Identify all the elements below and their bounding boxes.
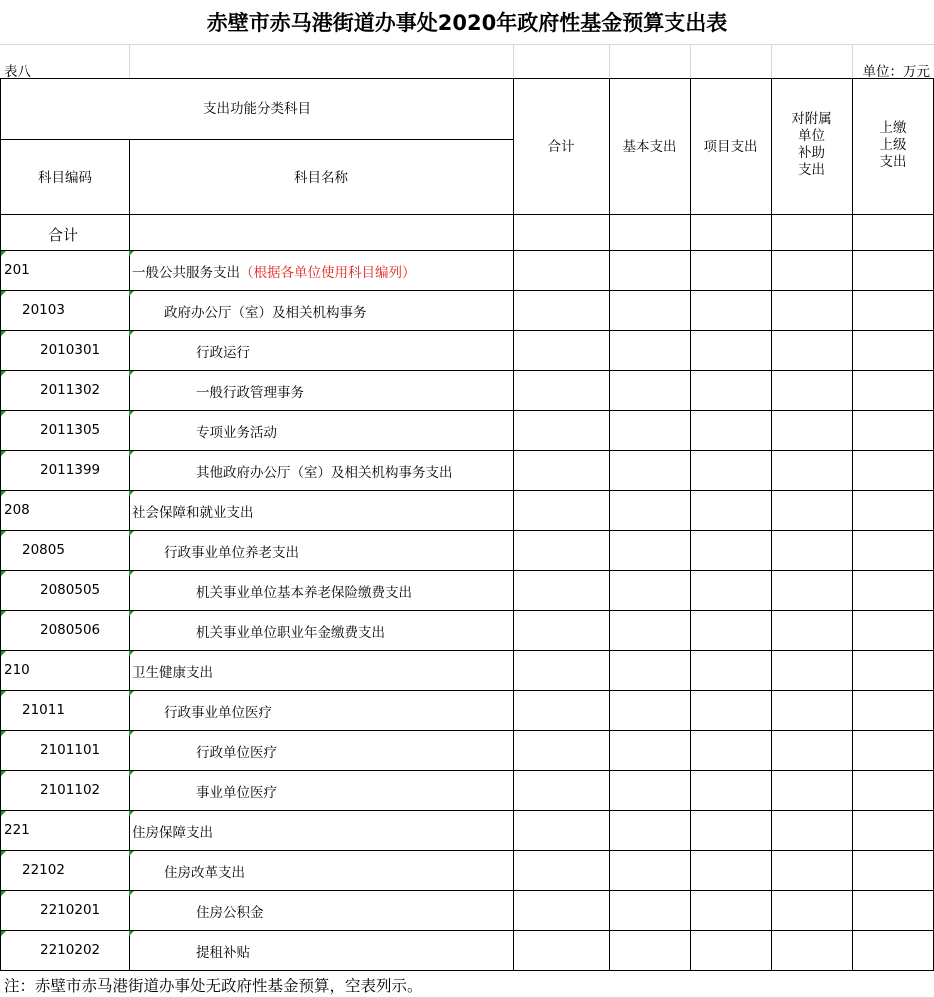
row-name-text: 行政事业单位医疗 — [164, 705, 272, 721]
header-function-category: 支出功能分类科目 — [203, 101, 311, 117]
cell-marker — [129, 451, 134, 456]
cell-marker — [129, 371, 134, 376]
row-code: 2011302 — [40, 382, 101, 398]
page-title: 赤壁市赤马港街道办事处2020年政府性基金预算支出表 — [206, 11, 728, 35]
row-name-text: 住房公积金 — [196, 905, 264, 921]
cell-marker — [129, 251, 134, 256]
header-subsidy-line-4: 支出 — [798, 162, 825, 178]
row-code: 2080505 — [40, 582, 101, 598]
header-remit-line-1: 上缴 — [879, 120, 907, 136]
header-remit-to-superior — [852, 120, 934, 171]
row-name — [164, 861, 245, 881]
row-name — [164, 301, 367, 321]
row-name — [196, 901, 264, 921]
row-code: 2010301 — [40, 342, 101, 358]
header-total: 合计 — [547, 139, 575, 155]
row-note: （根据各单位使用科目编列） — [240, 265, 416, 281]
row-name — [164, 701, 272, 721]
cell-marker — [1, 331, 6, 336]
cell-marker — [1, 451, 6, 456]
cell-marker — [1, 691, 6, 696]
row-name — [196, 381, 304, 401]
header-subject-name: 科目名称 — [294, 170, 348, 186]
cell-marker — [1, 531, 6, 536]
cell-marker — [129, 811, 134, 816]
cell-marker — [129, 931, 134, 936]
header-subsidy-line-3: 补助 — [798, 145, 825, 161]
cell-marker — [129, 571, 134, 576]
row-name-text: 专项业务活动 — [196, 425, 277, 441]
header-basic-expenditure: 基本支出 — [622, 139, 677, 155]
row-code: 201 — [4, 262, 30, 278]
header-subsidy-to-affiliates — [771, 111, 852, 179]
row-name — [196, 461, 453, 481]
header-project-expenditure: 项目支出 — [703, 139, 758, 155]
cell-marker — [1, 491, 6, 496]
cell-marker — [1, 571, 6, 576]
cell-marker — [129, 291, 134, 296]
cell-marker — [129, 851, 134, 856]
row-name — [196, 941, 250, 961]
row-name-text: 一般公共服务支出 — [132, 265, 240, 281]
row-name — [132, 501, 254, 521]
row-name-text: 机关事业单位基本养老保险缴费支出 — [196, 585, 412, 601]
row-name-text: 机关事业单位职业年金缴费支出 — [196, 625, 385, 641]
header-remit-line-3: 支出 — [879, 154, 907, 170]
footnote: 注：赤壁市赤马港街道办事处无政府性基金预算，空表列示。 — [4, 977, 423, 995]
cell-marker — [1, 251, 6, 256]
header-subsidy-line-1: 对附属 — [791, 111, 832, 127]
cell-marker — [1, 811, 6, 816]
row-code: 2101102 — [40, 782, 101, 798]
cell-marker — [1, 651, 6, 656]
row-name-text: 事业单位医疗 — [196, 785, 277, 801]
row-name-text: 一般行政管理事务 — [196, 385, 304, 401]
cell-marker — [1, 931, 6, 936]
row-code: 22102 — [22, 862, 65, 878]
row-code: 2080506 — [40, 622, 101, 638]
row-name-text: 住房保障支出 — [132, 825, 213, 841]
cell-marker — [1, 371, 6, 376]
cell-marker — [129, 651, 134, 656]
cell-marker — [129, 891, 134, 896]
row-name — [132, 661, 213, 681]
row-name — [196, 581, 412, 601]
row-name — [196, 341, 250, 361]
row-name-text: 住房改革支出 — [164, 865, 245, 881]
row-name — [164, 541, 299, 561]
row-name — [132, 821, 213, 841]
cell-marker — [1, 851, 6, 856]
row-name — [132, 261, 416, 281]
row-name — [196, 741, 277, 761]
row-name-text: 卫生健康支出 — [132, 665, 213, 681]
row-name-text: 其他政府办公厅（室）及相关机构事务支出 — [196, 465, 453, 481]
row-name-text: 社会保障和就业支出 — [132, 505, 254, 521]
cell-marker — [129, 411, 134, 416]
row-name-text: 行政运行 — [196, 345, 250, 361]
row-code: 2011305 — [40, 422, 101, 438]
row-code: 20103 — [22, 302, 65, 318]
header-subsidy-line-2: 单位 — [798, 128, 825, 144]
row-name — [196, 781, 277, 801]
row-code: 221 — [4, 822, 30, 838]
cell-marker — [1, 611, 6, 616]
row-name-text: 行政事业单位养老支出 — [164, 545, 299, 561]
row-code: 2101101 — [40, 742, 101, 758]
row-code: 20805 — [22, 542, 65, 558]
row-code: 2011399 — [40, 462, 101, 478]
cell-marker — [129, 691, 134, 696]
header-subject-code: 科目编码 — [38, 170, 92, 186]
cell-marker — [129, 331, 134, 336]
cell-marker — [1, 291, 6, 296]
row-code: 2210202 — [40, 942, 101, 958]
cell-marker — [129, 611, 134, 616]
row-code: 21011 — [22, 702, 65, 718]
row-code: 210 — [4, 662, 30, 678]
cell-marker — [129, 771, 134, 776]
header-remit-line-2: 上级 — [879, 137, 907, 153]
table-number: 表八 — [4, 64, 31, 80]
row-name-text: 政府办公厅（室）及相关机构事务 — [164, 305, 367, 321]
row-code: 208 — [4, 502, 30, 518]
row-name — [196, 621, 385, 641]
cell-marker — [129, 731, 134, 736]
grand-total-label: 合计 — [48, 226, 79, 244]
row-name — [196, 421, 277, 441]
cell-marker — [129, 491, 134, 496]
cell-marker — [1, 731, 6, 736]
unit-label: 单位：万元 — [862, 64, 930, 80]
cell-marker — [1, 891, 6, 896]
cell-marker — [1, 411, 6, 416]
cell-marker — [129, 531, 134, 536]
row-code: 2210201 — [40, 902, 101, 918]
row-name-text: 提租补贴 — [196, 945, 250, 961]
row-name-text: 行政单位医疗 — [196, 745, 277, 761]
cell-marker — [1, 771, 6, 776]
